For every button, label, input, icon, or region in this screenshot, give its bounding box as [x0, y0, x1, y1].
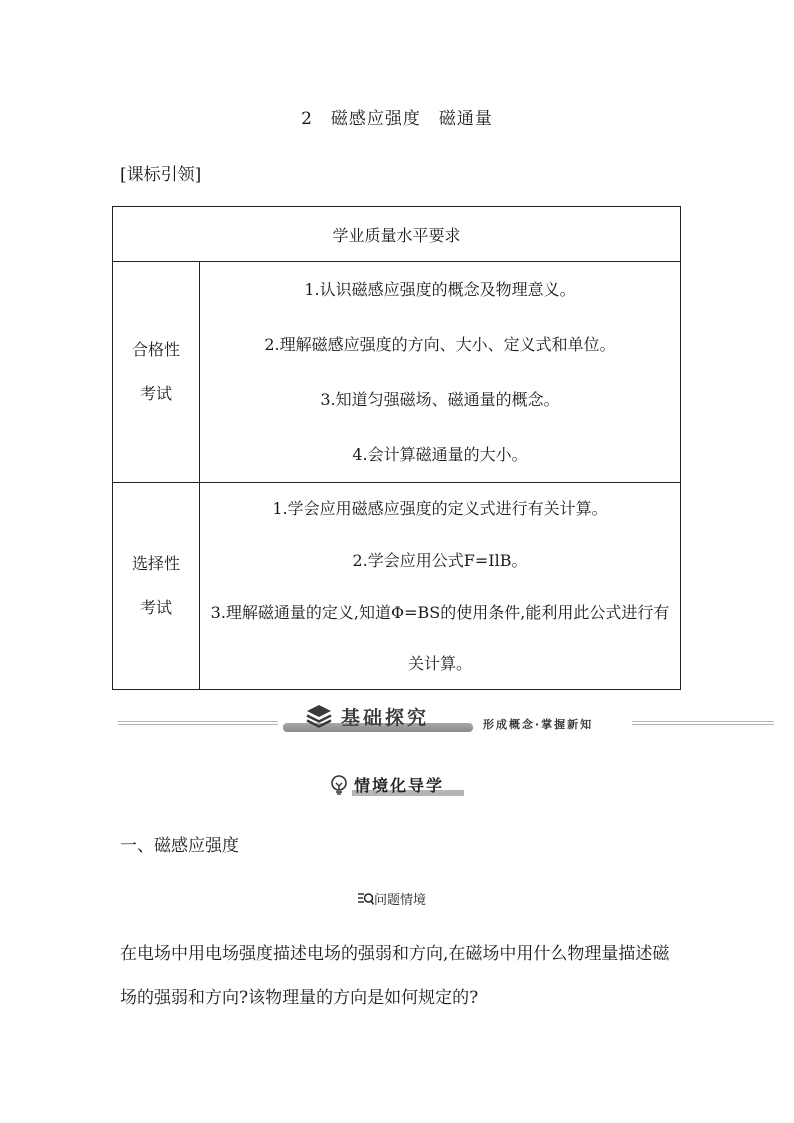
- row-label-line: 考试: [139, 598, 172, 617]
- banner-rule-right: [632, 721, 774, 725]
- requirement-item: 1.认识磁感应强度的概念及物理意义。: [304, 280, 576, 299]
- requirements-table: [112, 206, 681, 690]
- scene-label: [358, 889, 426, 907]
- lightbulb-icon: [330, 775, 348, 795]
- requirement-item: 3.理解磁通量的定义,知道Φ=BS的使用条件,能利用此公式进行有关计算。: [210, 603, 670, 673]
- magnifier-list-icon: [358, 892, 374, 906]
- layers-icon: [305, 703, 333, 729]
- requirement-list: [200, 483, 681, 690]
- requirement-item: 2.理解磁感应强度的方向、大小、定义式和单位。: [264, 335, 616, 354]
- banner-subtitle: 形成概念·掌握新知: [483, 718, 594, 731]
- table-row: [113, 262, 681, 483]
- banner-title: 基础探究: [341, 707, 430, 729]
- row-label-line: 选择性: [131, 554, 180, 573]
- requirement-list: [200, 262, 681, 483]
- requirement-item: 1.学会应用磁感应强度的定义式进行有关计算。: [272, 499, 608, 518]
- requirement-item: 4.会计算磁通量的大小。: [352, 445, 528, 464]
- table-row: [113, 483, 681, 690]
- section-label: [课标引领]: [120, 165, 202, 185]
- subheading-title: 情境化导学: [354, 776, 445, 795]
- row-label-line: 考试: [139, 384, 172, 403]
- topic-heading: 一、磁感应强度: [120, 836, 239, 856]
- section-banner: [118, 701, 774, 741]
- row-label-qualifying-exam: [113, 262, 200, 483]
- banner-badge: [283, 703, 473, 733]
- row-label-line: 合格性: [131, 340, 180, 359]
- requirement-item: 2.学会应用公式F=IlB。: [352, 551, 528, 570]
- question-paragraph: 在电场中用电场强度描述电场的强弱和方向,在磁场中用什么物理量描述磁场的强弱和方向?该物理量的方向是如何规定的?: [120, 944, 670, 1008]
- table-header: 学业质量水平要求: [113, 207, 681, 262]
- banner-rule-left: [118, 721, 278, 725]
- scene-label-text: 问题情境: [374, 893, 427, 908]
- table-header-row: [113, 207, 681, 262]
- row-label-selective-exam: [113, 483, 200, 690]
- page-title: 2 磁感应强度 磁通量: [301, 109, 493, 129]
- requirement-item: 3.知道匀强磁场、磁通量的概念。: [320, 390, 560, 409]
